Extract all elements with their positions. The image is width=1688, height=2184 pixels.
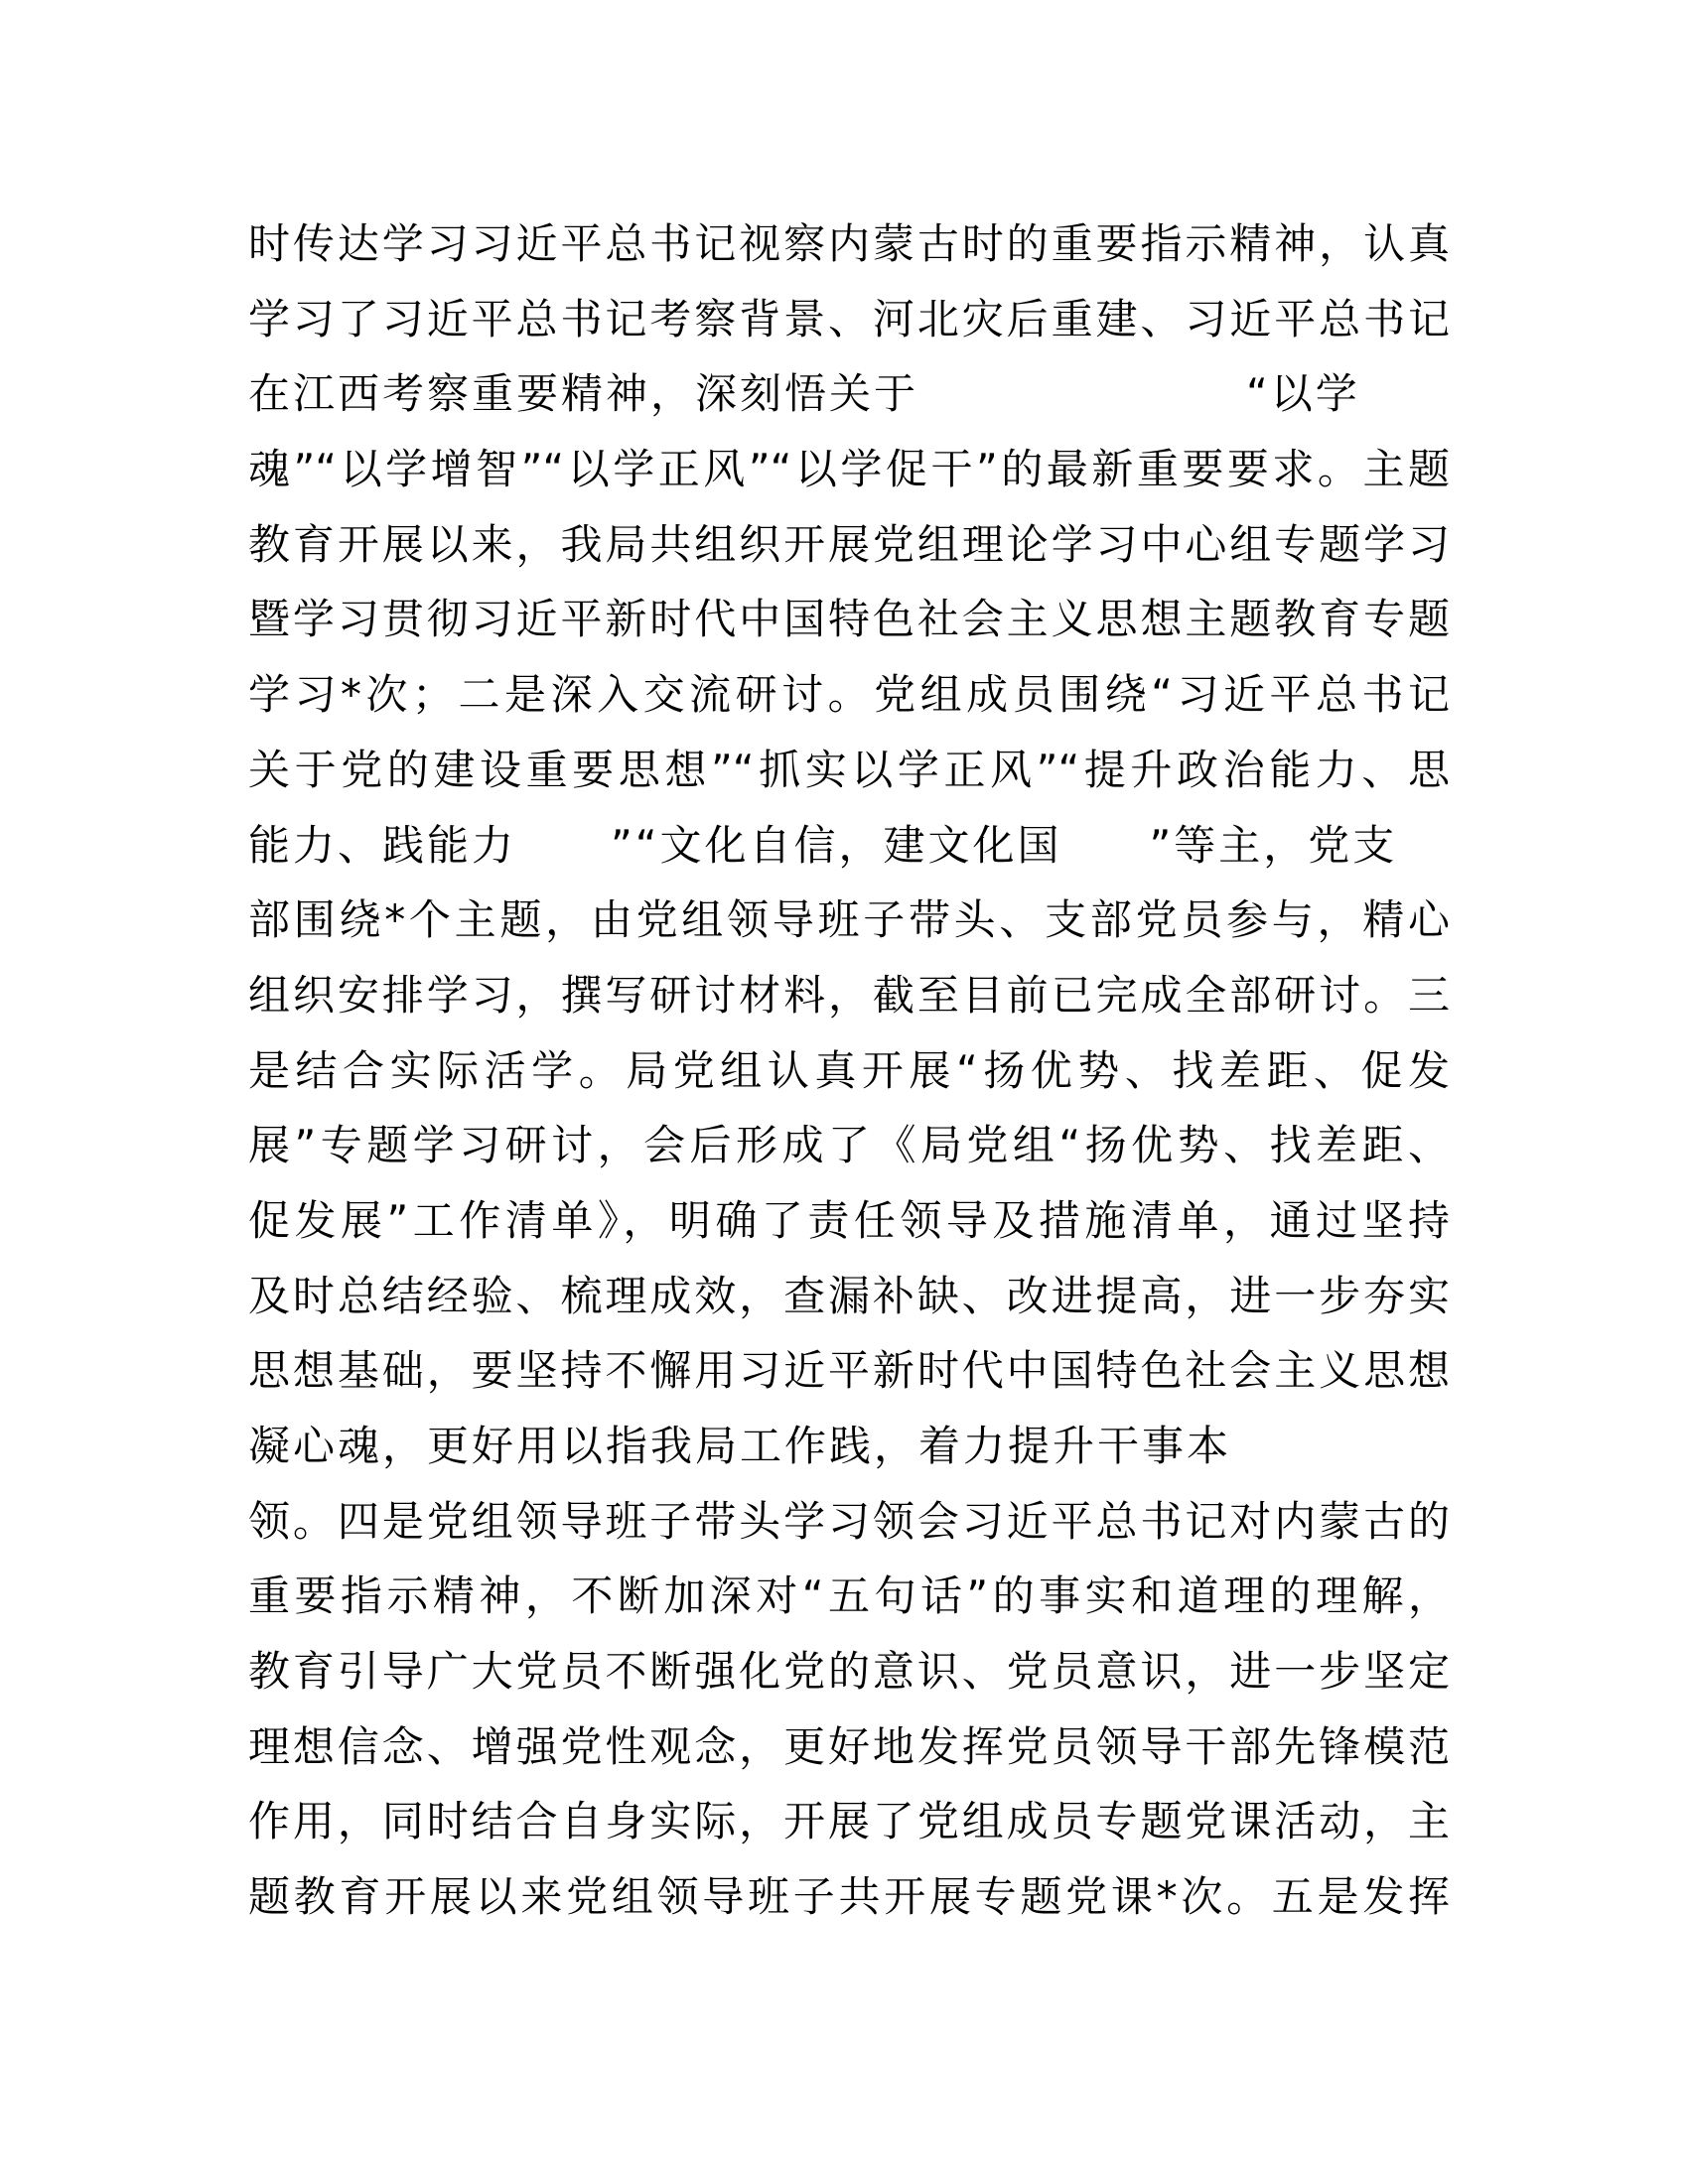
text-line-15: 及时总结经验、梳理成效，查漏补缺、改进提高，进一步夯实 [248,1271,1450,1320]
text-line-9 [248,808,1450,884]
text-line-8: 关于党的建设重要思想”“抓实以学正风”“提升政治能力、思 [248,745,1450,794]
text-line-20: 教育引导广大党员不断强化党的意识、党员意识，进一步坚定 [248,1647,1450,1697]
text-line-21: 理想信念、增强党性观念，更好地发挥党员领导干部先锋模范 [248,1721,1450,1771]
text-line-3-part-1: 在江西考察重要精神，深刻悟关于 [248,369,919,419]
text-line-22: 作用，同时结合自身实际，开展了党组成员专题党课活动，主 [248,1797,1450,1846]
text-line-12: 是结合实际活学。局党组认真开展“扬优势、找差距、促发 [248,1045,1450,1095]
text-line-16: 思想基础，要坚持不懈用习近平新时代中国特色社会主义思想 [248,1346,1450,1396]
text-line-18: 领。四是党组领导班子带头学习领会习近平总书记对内蒙古的 [248,1496,1450,1546]
text-line-7: 学习*次；二是深入交流研讨。党组成员围绕“习近平总书记 [248,670,1450,720]
text-line-9-part-2: ”“文化自信，建文化国 [611,820,1062,870]
text-line-9-part-1: 能力、践能力 [248,820,517,870]
text-line-14: 促发展”工作清单》，明确了责任领导及措施清单，通过坚持 [248,1195,1450,1245]
text-line-17: 凝心魂，更好用以指我局工作践，着力提升干事本 [248,1422,1232,1470]
text-line-4: 魂”“以学增智”“以学正风”“以学促干”的最新重要要求。主题 [248,445,1450,494]
text-line-11: 组织安排学习，撰写研讨材料，截至目前已完成全部研讨。三 [248,970,1450,1020]
text-line-6: 暨学习贯彻习近平新时代中国特色社会主义思想主题教育专题 [248,595,1450,644]
text-line-23: 题教育开展以来党组领导班子共开展专题党课*次。五是发挥 [248,1872,1450,1922]
text-line-2: 学习了习近平总书记考察背景、河北灾后重建、习近平总书记 [248,294,1450,343]
text-line-3-part-2: “以学 [1246,369,1360,419]
body-paragraph [248,206,1450,1935]
text-line-13: 展”专题学习研讨，会后形成了《局党组“扬优势、找差距、 [248,1121,1450,1170]
text-line-1: 时传达学习习近平总书记视察内蒙古时的重要指示精神，认真 [248,219,1450,268]
text-line-19: 重要指示精神，不断加深对“五句话”的事实和道理的理解， [248,1571,1450,1621]
text-line-3 [248,356,1450,432]
text-line-10: 部围绕*个主题，由党组领导班子带头、支部党员参与，精心 [248,895,1450,945]
text-line-9-part-3: ”等主，党支 [1149,820,1398,870]
text-line-5: 教育开展以来，我局共组织开展党组理论学习中心组专题学习 [248,519,1450,569]
